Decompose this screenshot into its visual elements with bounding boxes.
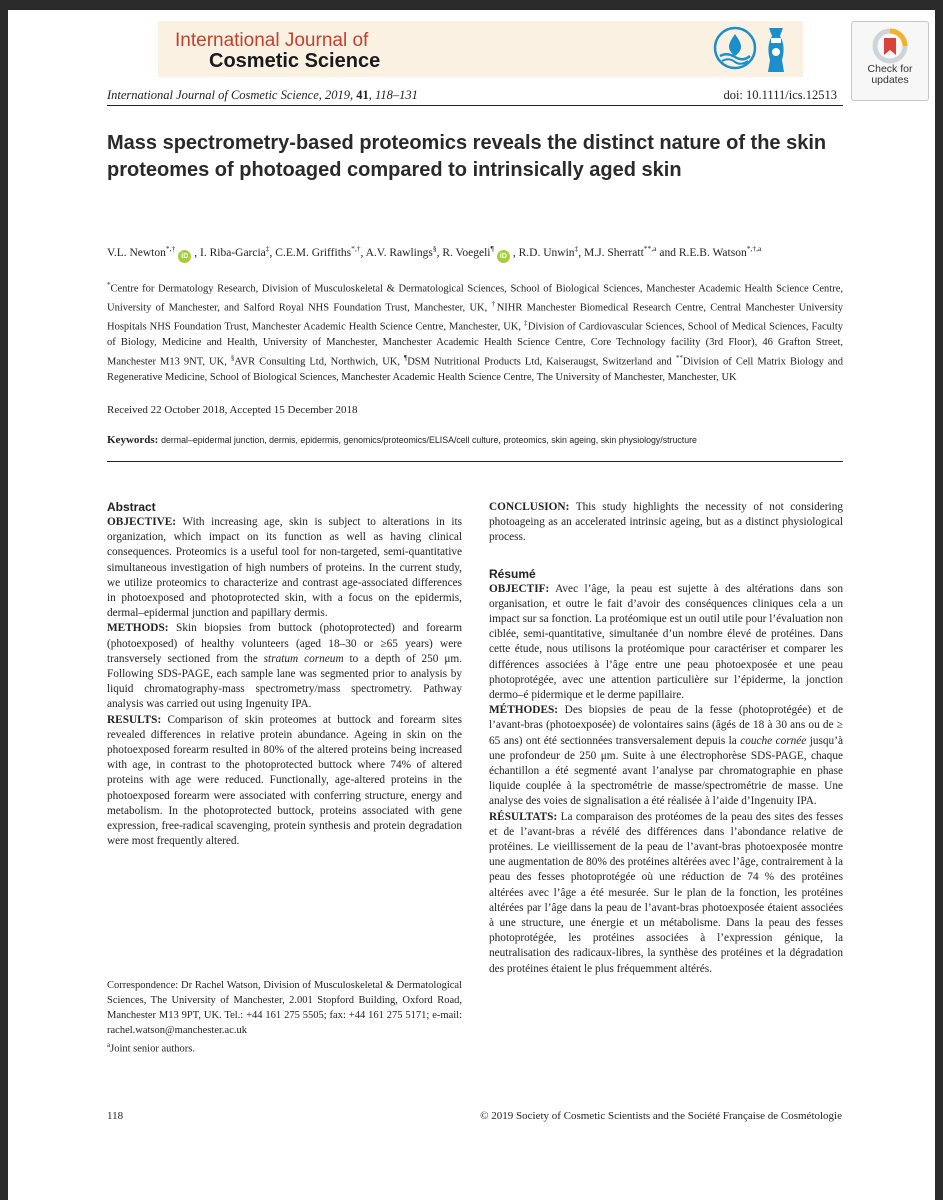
doi-link[interactable]: doi: 10.1111/ics.12513: [723, 88, 837, 102]
author-list: V.L. Newton*,†iD , I. Riba-Garcia‡, C.E.M. Griffiths*,†, A.V. Rawlings§, R. Voegeli¶iD , R.D. Unwin‡, M.J. Sherratt$^{**,a}$ and R.E.B. Watson$^{*,\dagger,a}$: [107, 241, 843, 263]
abstract-conclusion: CONCLUSION: This study highlights the necessity of not considering photoageing as an accelerated intrinsic ageing, but as a distinct physiological process.: [489, 501, 843, 544]
resume-methodes: MÉTHODES: Des biopsies de peau de la fesse (photoprotégée) et de l’avant-bras (photoexposée) de volontaires sains (âgés de 18 à 30 ans ou de ≥ 65 ans) ont été sectionnées transversalement depuis la couche cornée jusqu’à une profondeur de 250 μm. Suite à une électrophorèse SDS-PAGE, chaque échantillon a été segmenté avant l’analyse par chromatographie en phase liquide couplée à la spectrométrie de masse/spectrométrie de masse. Une analyse des voies de signalisation a été réalisée à l’aide d’Ingenuity IPA.: [489, 704, 843, 808]
resume-resultats: RÉSULTATS: La comparaison des protéomes de la peau des sites des fesses et de l’avant-bras a révélé des différences dans l’abondance relative de protéines. Le vieillissement de la peau de l’avant-bras photoexposée montre une augmentation de 80% des protéines altérées avec l’âge, contrairement à la peau des fesses photoprotégée où une réduction de 74 % des protéines altérées avec l’âge a été mesurée. Sur le plan de la fonction, les protéines altérées par l’âge dans la peau de l’avant-bras photoexposée étaient associées à une structure, une énergie et un métabolisme. Dans la peau des fesses photoprotégée, les protéines associées à l’expression génique, la neutralisation des radicaux-libres, la synthèse des protéines et la dégradation des protéines étaient le plus fréquemment altérés.: [489, 810, 843, 975]
society-logo-icon: [713, 26, 757, 70]
keywords: Keywords: dermal–epidermal junction, dermis, epidermis, genomics/proteomics/ELISA/cell culture, proteomics, skin ageing, skin physiology/structure: [107, 434, 697, 446]
resume-heading: Résumé: [489, 566, 536, 581]
right-column: [489, 500, 843, 977]
abstract-objective: OBJECTIVE: With increasing age, skin is subject to alterations in its organization, which impact on its function as well as having clinical consequences. Proteomics is a useful tool for non-targeted, semi-quantitative simultaneous investigation of high numbers of proteins. In the current study, we utilize proteomics to characterize and contrast age-associated differences in photoexposed and photoprotected skin, with a focus on the epidermis, dermal–epidermal junction and papillary dermis.: [107, 516, 462, 620]
received-dates: Received 22 October 2018, Accepted 15 December 2018: [107, 404, 358, 416]
journal-banner: [158, 21, 803, 77]
copyright: © 2019 Society of Cosmetic Scientists and the Société Française de Cosmétologie: [480, 1110, 842, 1122]
scs-vase-logo-icon: [765, 26, 787, 74]
journal-citation: International Journal of Cosmetic Science, 2019, 41, 118–131: [107, 88, 418, 102]
section-rule: [107, 461, 843, 462]
header-rule: [107, 105, 843, 106]
abstract-methods: METHODS: Skin biopsies from buttock (photoprotected) and forearm (photoexposed) of healthy volunteers (aged 18–30 or ≥65 years) were transversely sectioned from the stratum corneum to a depth of 250 μm. Following SDS-PAGE, each sample lane was segmented prior to analysis by liquid chromatography-mass spectrometry/mass spectrometry. Pathway analysis was carried out using Ingenuity IPA.: [107, 622, 463, 711]
page-number: 118: [107, 1110, 124, 1122]
check-for-updates-line1: Check for: [867, 63, 913, 75]
correspondence: Correspondence: Dr Rachel Watson, Division of Musculoskeletal & Dermatological Sciences, The University of Manchester, 2.001 Stopford Building, Oxford Road, Manchester M13 9PT, UK. Tel.: +44 161 275 5505; fax: +44 161 275 5171; e-mail: rachel.watson@manchester.ac.uk $^a$Joint senior authors.: [107, 980, 462, 1055]
orcid-icon[interactable]: iD: [178, 250, 191, 263]
article-page: [8, 10, 935, 1200]
check-for-updates-line2: updates: [871, 74, 909, 86]
journal-name-line1: International Journal of: [175, 30, 369, 51]
check-for-updates-button[interactable]: [851, 21, 929, 101]
article-title: Mass spectrometry-based proteomics reveals the distinct nature of the skin proteomes of photoaged compared to intrinsically aged skin: [107, 132, 827, 181]
abstract-column: [107, 500, 462, 849]
orcid-icon[interactable]: iD: [497, 250, 510, 263]
affiliations: *Centre for Dermatology Research, Division of Musculoskeletal & Dermatological Sciences, School of Biological Sciences, Manchester Academic Health Science Centre, University of Manchester, and Salford Royal NHS Foundation Trust, Manchester, UK, †NIHR Manchester Biomedical Research Centre, Central Manchester University Hospitals NHS Foundation Trust, Manchester Academic Health Science Centre, Manchester, UK, ‡Division of Cardiovascular Sciences, School of Medical Sciences, Faculty of Biology, Medicine and Health, University of Manchester, Manchester Academic Health Science Centre, Core Technology facility (3rd Floor), 46 Grafton Street, Manchester M13 9NT, UK, §AVR Consulting Ltd, Northwich, UK, ¶DSM Nutritional Products Ltd, Kaiseraugst, Switzerland and **Division of Cell Matrix Biology and Regenerative Medicine, School of Biological Sciences, Manchester Academic Health Science Centre, The University of Manchester, Manchester, UK: [107, 281, 844, 383]
crossmark-icon: [872, 28, 908, 64]
abstract-results: RESULTS: Comparison of skin proteomes at buttock and forearm sites revealed differences in relative protein abundance. Ageing in skin on the photoexposed forearm resulted in 80% of the altered proteins being increased with age, in contrast to the photoprotected buttock where 74% of altered proteins with age were reduced. Functionally, age-altered proteins in the photoexposed forearm were associated with conferring structure, energy and metabolism. In the photoprotected buttock, proteins associated with gene expression, free-radical scavenging, protein synthesis and protein degradation were most frequently altered.: [107, 713, 462, 848]
resume-objectif: OBJECTIF: Avec l’âge, la peau est sujette à des altérations dans son organisation, et outre le fait d’avoir des conséquences cliniques cela a un impact sur sa fonction. La protéomique est un outil utile pour l’évaluation non ciblée, semi-quantitative, simultanée d’un nombre élevé de protéines. Dans cette étude, nous utilisons la protéomique pour caractériser et comparer les différences associées à l’âge entre une peau photoexposée et une peau photoprotégée, avec une attention particulière sur l’épiderme, la jonction dermo–é pidermique et le derme papillaire.: [489, 582, 843, 702]
journal-name-line2: Cosmetic Science: [209, 50, 381, 72]
abstract-heading: Abstract: [107, 500, 156, 514]
